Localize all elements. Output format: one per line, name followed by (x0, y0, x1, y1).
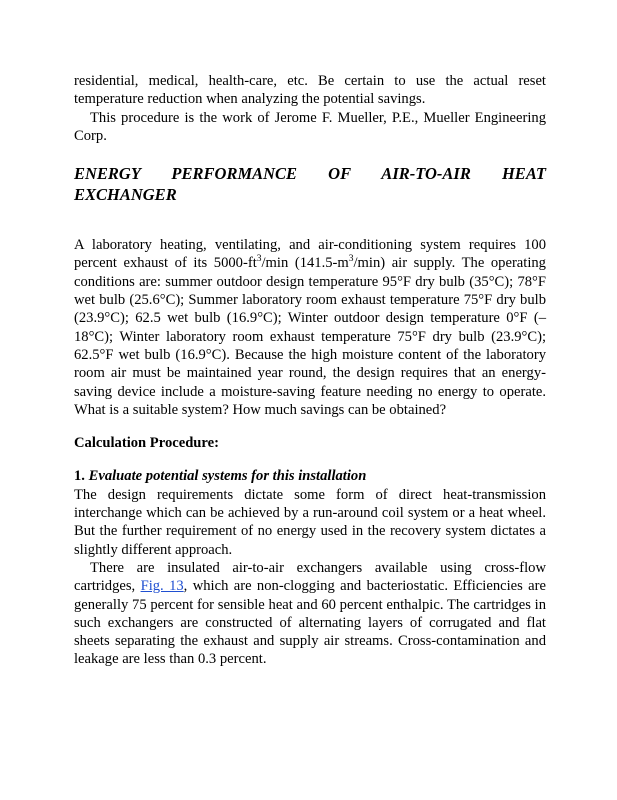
step-1-paragraph-2 (74, 559, 546, 669)
problem-text-2: /min (141.5-m (261, 255, 349, 272)
figure-13-link[interactable]: Fig. 13 (140, 578, 184, 595)
problem-statement (74, 236, 546, 419)
section-title-line-2: EXCHANGER (74, 185, 177, 205)
procedure-heading: Calculation Procedure: (74, 435, 219, 452)
step-1-number: 1. (74, 468, 85, 485)
intro-paragraph: residential, medical, health-care, etc. Be certain to use the actual reset temperature reduction when analyzing the potential savings. (74, 73, 546, 108)
step-1-para2-text-b: , which are non-clogging and bacteriostatic. Efficiencies are generally 75 percent for sensible heat and 60 percent enthalpic. The cartridges in such exchangers are constructed of alternating layers of corrugated and flat sheets separating the exhaust and supply air streams. Cross-contamination and leakage are less than 0.3 percent. (74, 578, 546, 668)
page-content (74, 72, 546, 669)
problem-text-3: /min) air supply. The operating conditions are: summer outdoor design temperature 95°F dry bulb (35°C); 78°F wet bulb (25.6°C); Summer laboratory room exhaust temperature 75°F dry bulb (23.9°C); 62.5 wet bulb (16.9°C); Winter outdoor design temperature 0°F (–18°C); Winter laboratory room exhaust temperature 75°F dry bulb (23.9°C); 62.5°F wet bulb (16.9°C). Because the high moisture content of the laboratory room air must be maintained year round, the design requires that an energy-saving device include a moisture-saving feature needing no energy to operate. What is a suitable system? How much savings can be obtained? (74, 255, 546, 418)
step-1-heading (74, 467, 546, 485)
step-1-paragraph-1: The design requirements dictate some form of direct heat-transmission interchange which can be achieved by a run-around coil system or a heat wheel. But the further requirement of no energy used in the recovery system dictates a slightly different approach. (74, 486, 546, 558)
problem-text-1: A laboratory heating, ventilating, and air-conditioning system requires 100 percent exhaust of its 5000-ft (74, 237, 546, 272)
step-1-label: Evaluate potential systems for this installation (88, 468, 367, 485)
spacer (74, 205, 546, 236)
section-title-line-1: ENERGY PERFORMANCE OF AIR-TO-AIR HEAT (74, 164, 546, 184)
superscript-cubed: 3 (256, 254, 262, 265)
step-1-para2-text-a: There are insulated air-to-air exchangers available using cross-flow cartridges, (74, 559, 546, 595)
section-title (74, 163, 546, 205)
credit-paragraph: This procedure is the work of Jerome F. Mueller, P.E., Mueller Engineering Corp. (74, 109, 546, 144)
superscript-cubed: 3 (348, 254, 354, 265)
